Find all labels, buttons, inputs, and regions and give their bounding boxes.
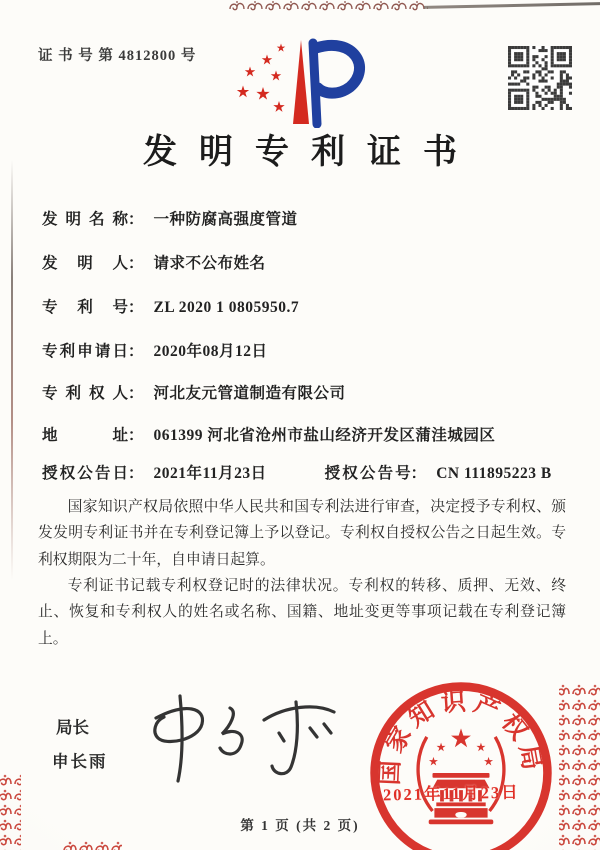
seal-date-stamp: 2021年11月23日 — [382, 782, 520, 805]
paper-crease-line — [11, 160, 13, 580]
field-label: 专利申请日 — [42, 343, 128, 360]
commissioner-name: 申长雨 — [52, 752, 108, 771]
bottom-right-ornament — [555, 683, 600, 850]
field-colon: ： — [128, 427, 144, 444]
seal-authority-text: 国家知识产权局 — [376, 688, 547, 786]
field-row-patent-number — [42, 295, 299, 317]
field-value: ZL 2020 1 0805950.7 — [153, 299, 300, 316]
field-row-inventor — [42, 251, 266, 273]
field-value: 061399 河北省沧州市盐山经济开发区蒲洼城园区 — [153, 427, 496, 444]
field-colon: ： — [128, 465, 144, 482]
field-colon: ： — [128, 211, 144, 228]
certificate-title: 发明专利证书 — [143, 134, 479, 171]
field-value: 2021年11月23日 — [153, 465, 267, 482]
field-colon: ： — [128, 385, 144, 402]
field-row-address — [42, 423, 495, 445]
national-emblem-icon — [418, 728, 504, 824]
field-label: 授权公告号 — [324, 465, 411, 482]
field-label: 授权公告日 — [42, 465, 128, 482]
field-row-grant — [42, 461, 552, 483]
field-label: 发明名称 — [42, 211, 128, 228]
field-colon: ： — [128, 299, 144, 316]
commissioner-title: 局长 — [56, 718, 89, 737]
field-value: 请求不公布姓名 — [153, 255, 266, 272]
legal-paragraph-2: 专利证书记载专利权登记时的法律状况。专利权的转移、质押、无效、终止、恢复和专利权人的姓名或名称、国籍、地址变更等事项记载在专利登记簿上。 — [38, 577, 566, 647]
field-row-filing-date — [42, 339, 268, 361]
field-label: 专利权人 — [42, 385, 128, 402]
field-value: 一种防腐高强度管道 — [153, 211, 298, 228]
certificate-number: 证 书 号 第 4812800 号 — [38, 48, 197, 64]
paper-edge-line — [424, 2, 600, 8]
field-label: 专利号 — [42, 299, 128, 316]
field-value: 河北友元管道制造有限公司 — [153, 385, 346, 402]
field-colon: ： — [128, 255, 144, 272]
field-label: 发明人 — [42, 255, 128, 272]
field-value: CN 111895223 B — [436, 465, 552, 482]
handwritten-signature — [128, 688, 358, 788]
field-row-patentee — [42, 381, 346, 403]
field-row-invention-name — [42, 207, 298, 229]
field-value: 2020年08月12日 — [153, 343, 268, 360]
legal-text-block — [38, 494, 566, 652]
bottom-left-ornament — [0, 773, 21, 850]
cnipa-patent-logo-icon — [232, 34, 372, 128]
field-colon: ： — [128, 343, 144, 360]
field-label: 地址 — [42, 427, 128, 444]
qr-code — [508, 46, 572, 110]
page-number: 第 1 页 (共 2 页) — [240, 818, 360, 833]
field-colon: ： — [410, 465, 427, 482]
top-ornament-border — [228, 0, 428, 12]
bottom-edge-ornament — [62, 840, 122, 850]
legal-paragraph-1: 国家知识产权局依照中华人民共和国专利法进行审查，决定授予专利权、颁发发明专利证书并在专利登记簿上予以登记。专利权自授权公告之日起生效。专利权期限为二十年，自申请日起算。 — [38, 499, 566, 568]
